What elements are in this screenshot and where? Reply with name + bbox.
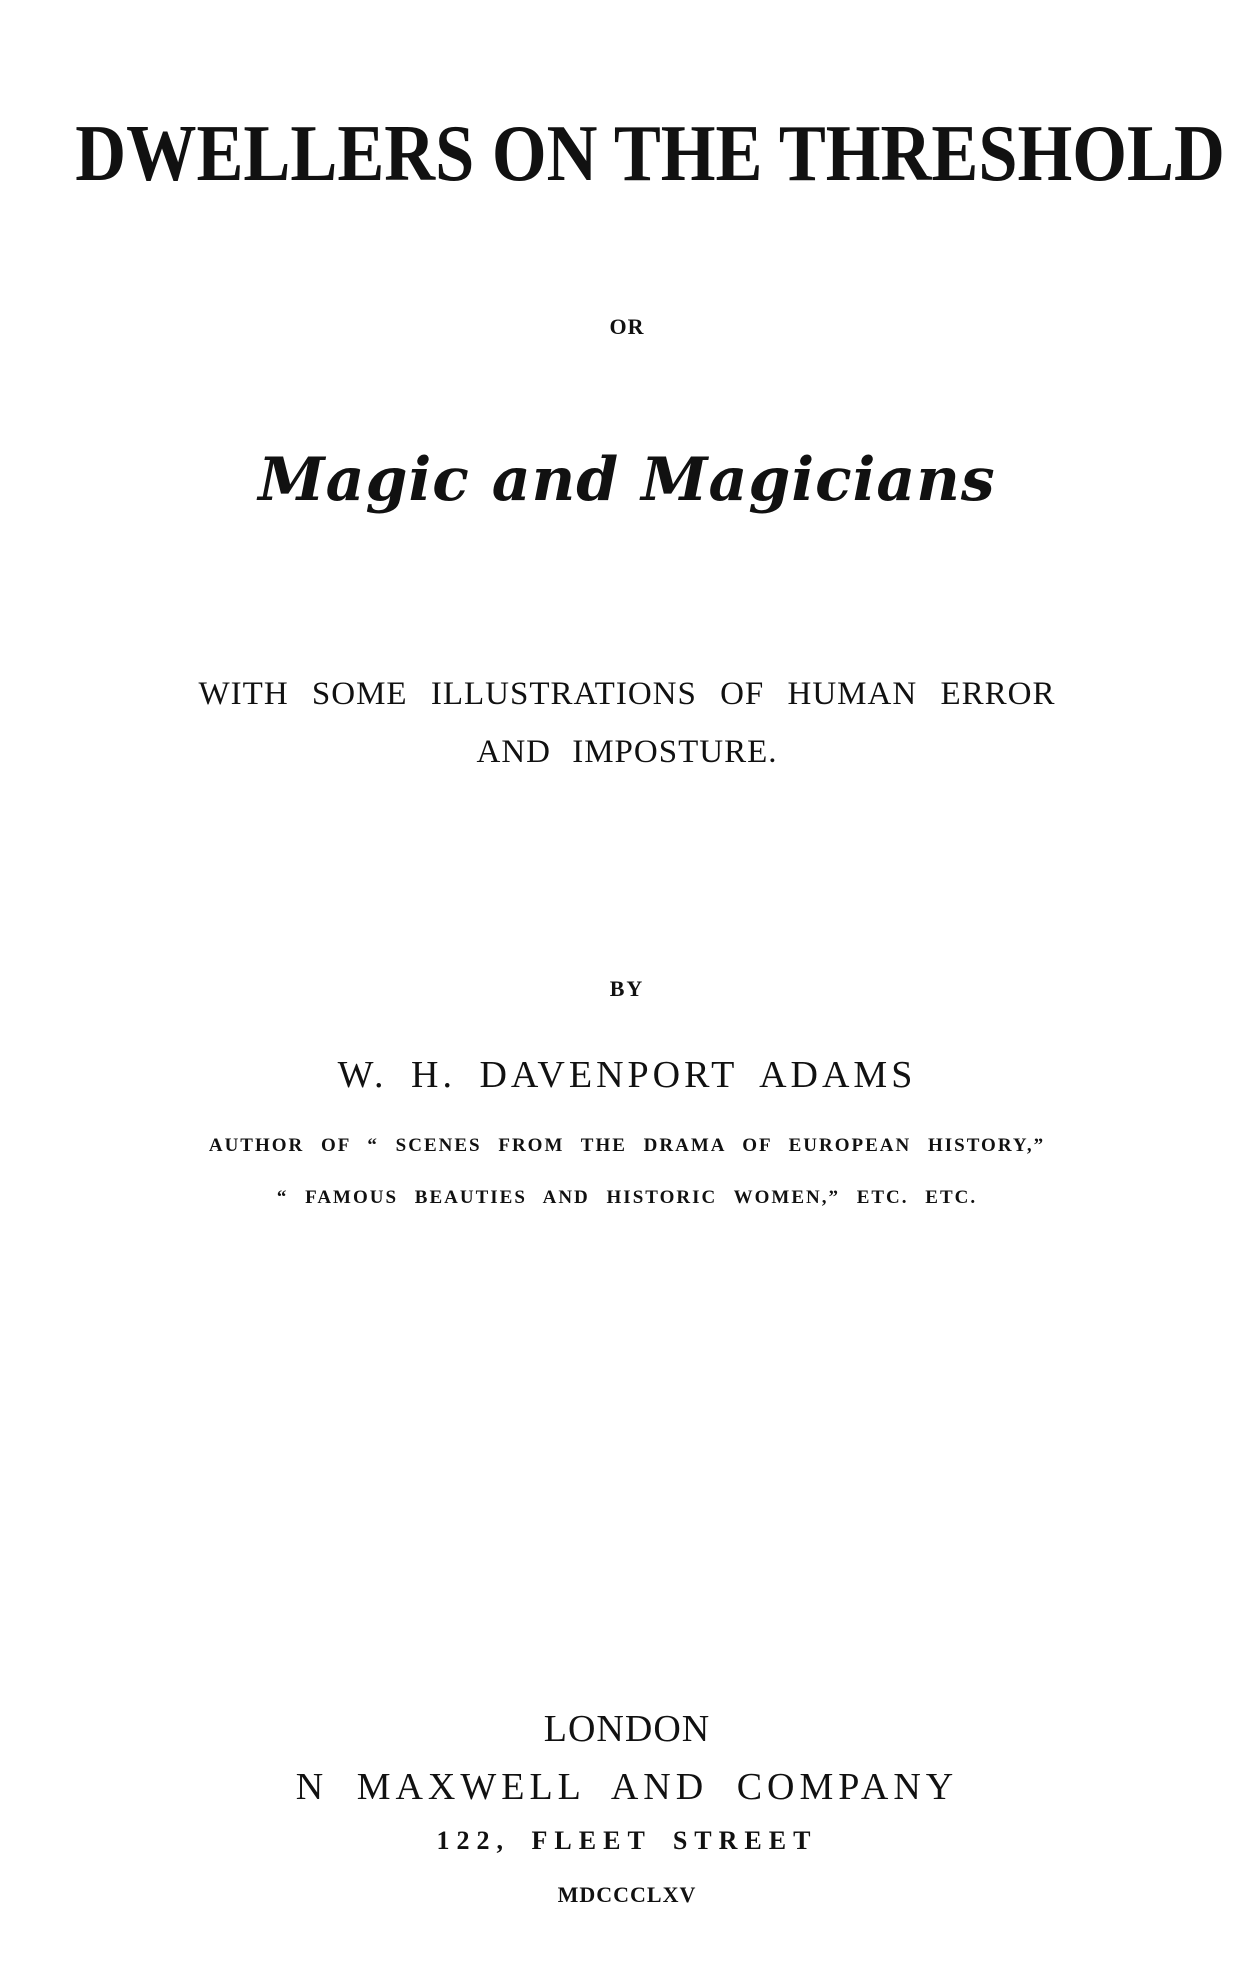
other-works-line-2: “ FAMOUS BEAUTIES AND HISTORIC WOMEN,” ETC. ETC. [276, 1187, 978, 1208]
other-works-line-1: AUTHOR OF “ SCENES FROM THE DRAMA OF EUROPEAN HISTORY,” [208, 1135, 1046, 1156]
publication-city: LONDON [543, 1708, 711, 1750]
book-subtitle: Magic and Magicians [258, 445, 996, 515]
publisher-name: N MAXWELL AND COMPANY [295, 1766, 959, 1808]
book-title: DWELLERS ON THE THRESHOLD [75, 110, 1225, 198]
description-line-2: AND IMPOSTURE. [476, 734, 778, 770]
title-connector-or: OR [609, 314, 645, 339]
by-label: BY [609, 976, 645, 1001]
publisher-address: 122, FLEET STREET [436, 1826, 818, 1855]
publication-year: MDCCCLXV [557, 1882, 697, 1907]
author-name: W. H. DAVENPORT ADAMS [337, 1054, 917, 1096]
description-line-1: WITH SOME ILLUSTRATIONS OF HUMAN ERROR [198, 676, 1056, 712]
